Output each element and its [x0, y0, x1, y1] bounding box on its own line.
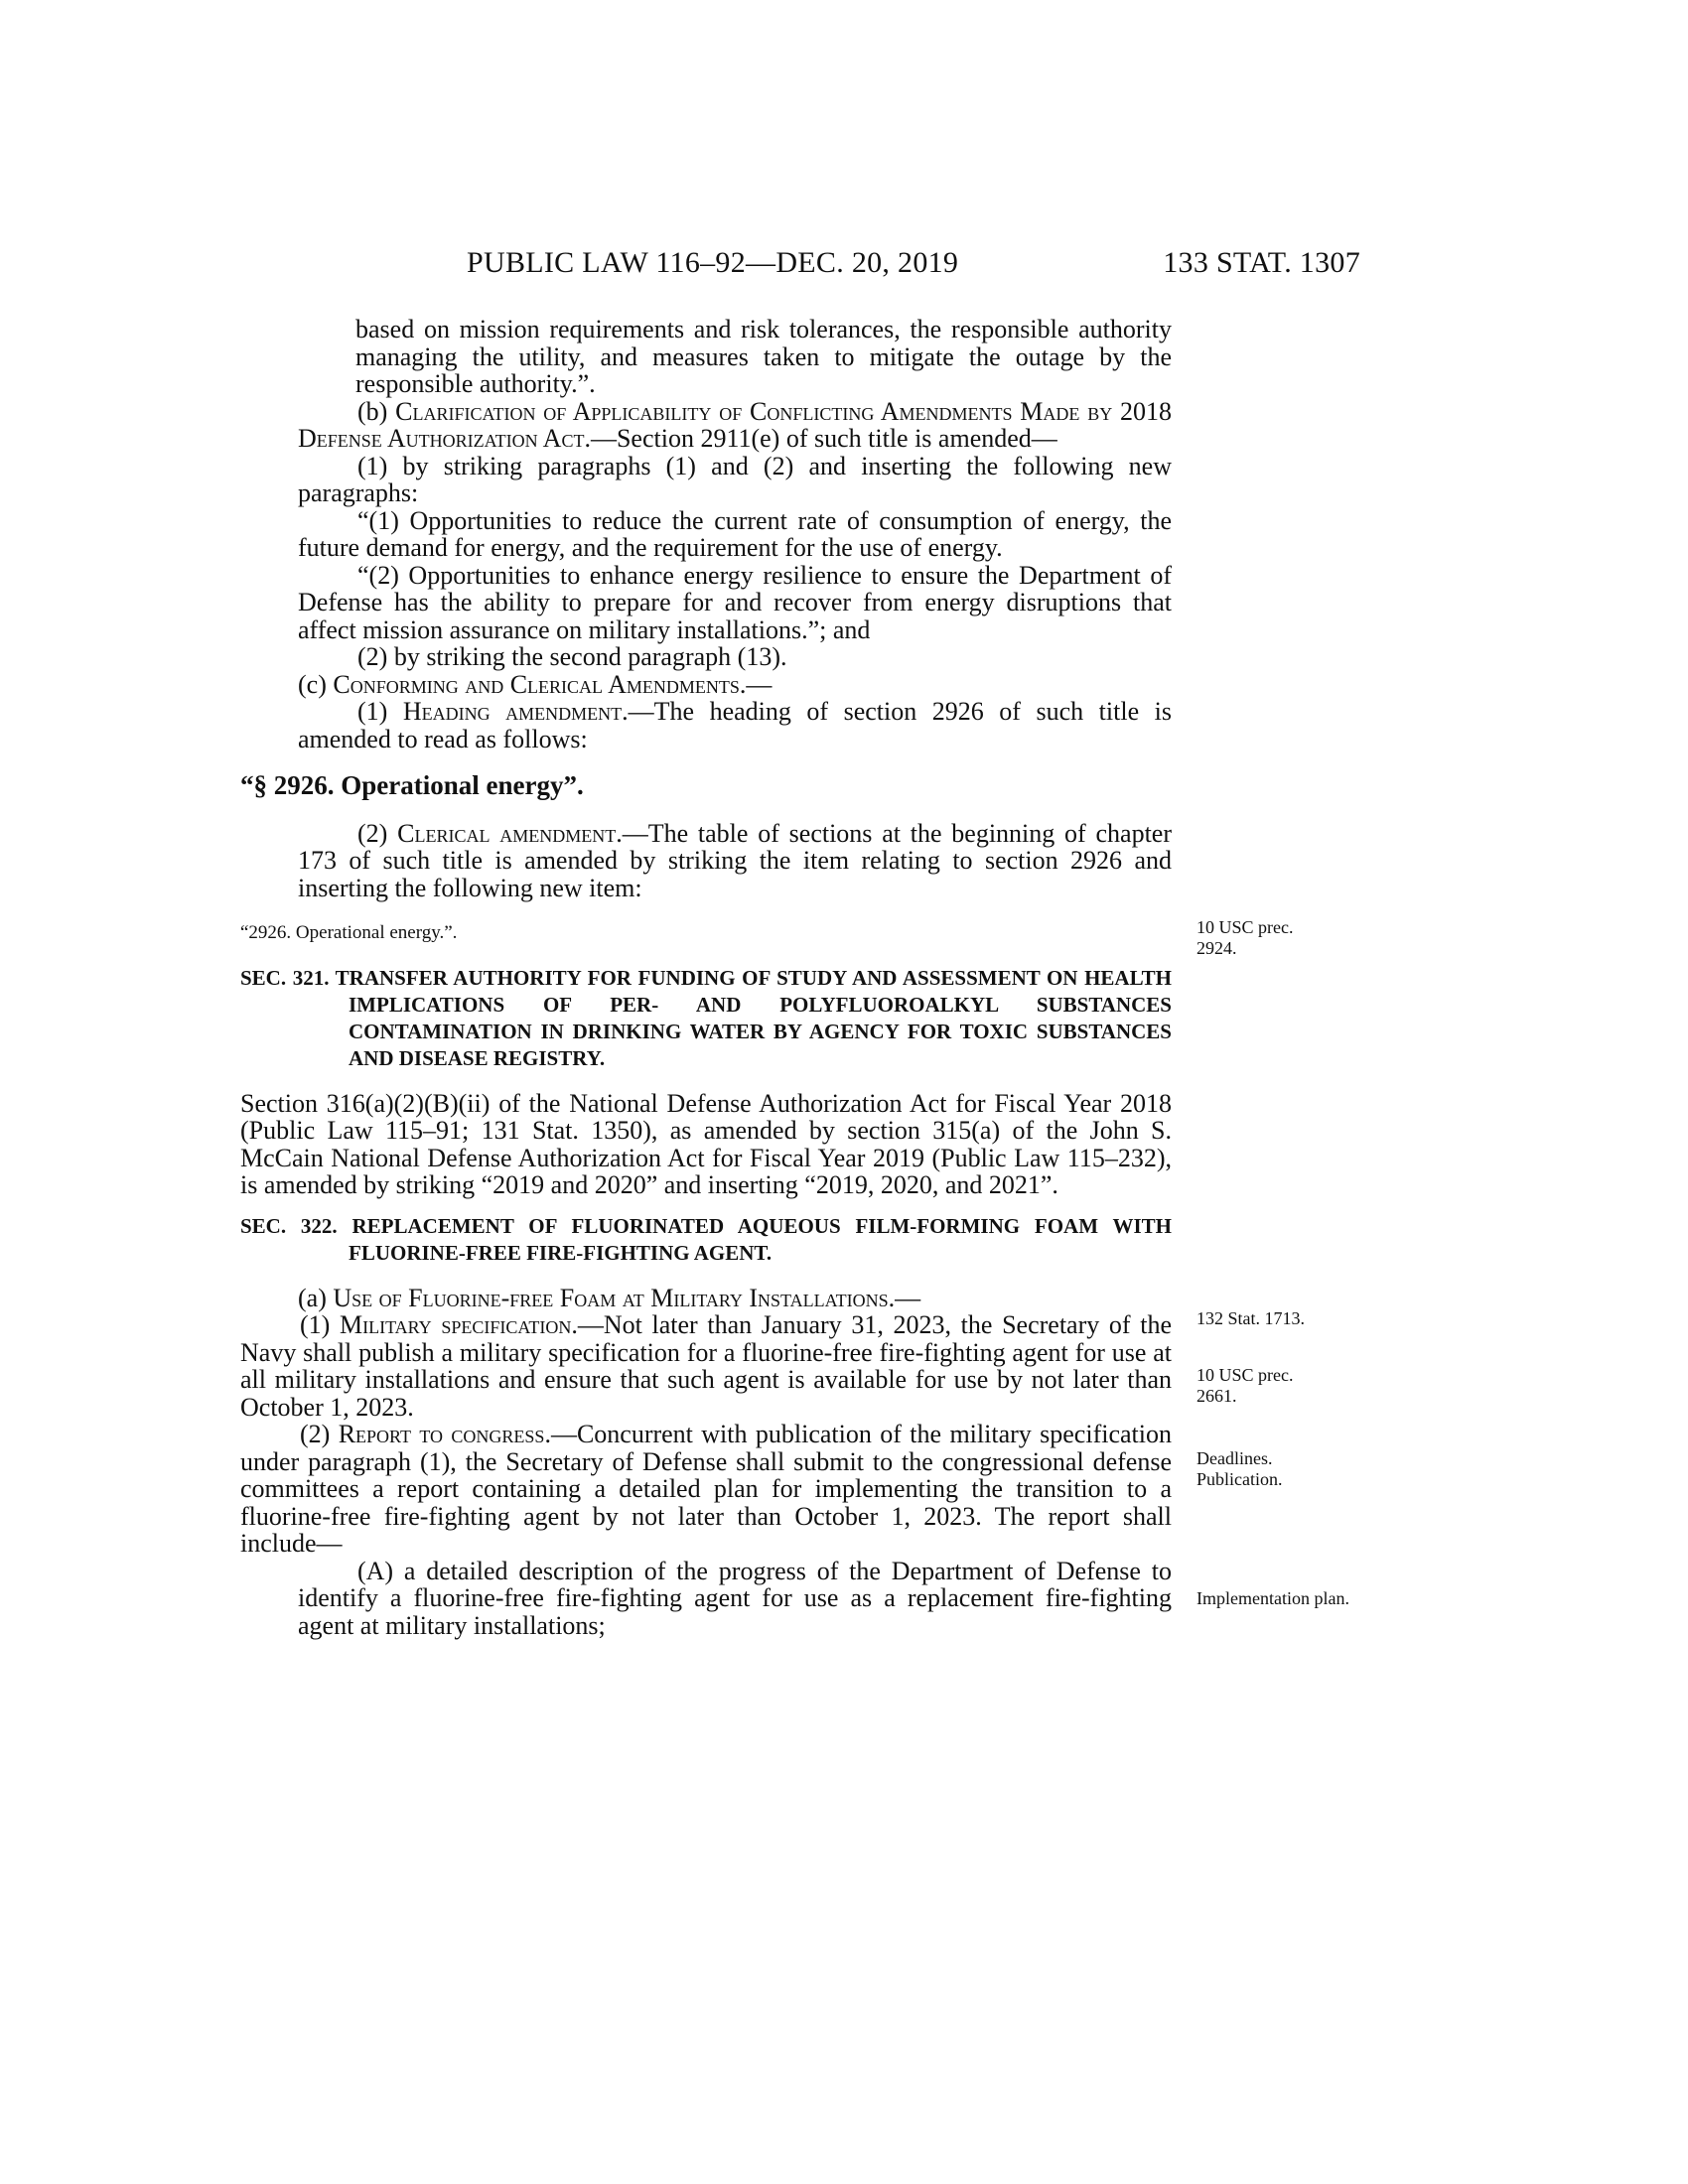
- section-321-heading: [240, 965, 1172, 1072]
- document-body: [240, 315, 1173, 1640]
- margin-note: 132 Stat. 1713.: [1196, 1308, 1306, 1328]
- paragraph: (a) Use of Fluorine-free Foam at Military Installations.—: [298, 1283, 921, 1312]
- paragraph-heading: Heading amendment: [402, 697, 623, 726]
- paragraph-heading: Report to congress: [338, 1420, 545, 1448]
- table-item: “2926. Operational energy.”.: [240, 922, 458, 943]
- paragraph: (A) a detailed description of the progress of the Department of Defense to identify a fluorine-free fire-fighting agent for use as a replacement fire-fighting agent at military installations;: [298, 1556, 1172, 1640]
- section-number: SEC. 321.: [240, 965, 330, 990]
- paragraph: based on mission requirements and risk tolerances, the responsible authority managing the utility, and measures taken to mitigate the outage by the responsible authority.”.: [355, 315, 1172, 398]
- page-header: [467, 246, 1360, 296]
- paragraph: (1) Heading amendment.—The heading of section 2926 of such title is amended to read as follows:: [298, 697, 1172, 753]
- paragraph: (2) by striking the second paragraph (13).: [357, 642, 787, 671]
- subsection-heading: Conforming and Clerical Amendments: [333, 669, 740, 699]
- paragraph-heading: Clerical amendment: [397, 818, 617, 848]
- margin-note: Deadlines. Publication.: [1196, 1448, 1283, 1489]
- statute-page-number: 133 STAT. 1307: [1163, 246, 1360, 279]
- section-title: TRANSFER AUTHORITY FOR FUNDING OF STUDY AND ASSESSMENT ON HEALTH IMPLICATIONS OF PER- AND POLYFLUOROALKYL SUBSTANCES CONTAMINATION IN DRINKING WATER BY AGENCY FOR TOXIC SUBSTANCES AND DISEASE REGISTRY.: [335, 965, 1172, 1070]
- paragraph-heading: Military specification: [339, 1310, 572, 1339]
- subsection-heading: Use of Fluorine-free Foam at Military Installations: [333, 1283, 889, 1312]
- margin-note: 10 USC prec. 2661.: [1196, 1365, 1294, 1406]
- public-law-citation: PUBLIC LAW 116–92—DEC. 20, 2019: [467, 246, 959, 279]
- paragraph: (2) Report to congress.—Concurrent with publication of the military specification under paragraph (1), the Secretary of Defense shall submit to the congressional defense committees a report containing a detailed plan for implementing the transition to a fluorine-free fire-fighting agent by not later than October 1, 2023. The report shall include—: [240, 1420, 1172, 1558]
- paragraph: (b) Clarification of Applicability of Conflicting Amendments Made by 2018 Defense Authorization Act.—Section 2911(e) of such title is amended—: [298, 396, 1172, 453]
- subsection-heading: Clarification of Applicability of Conflicting Amendments Made by 2018 Defense Authorization Act: [298, 396, 1172, 453]
- section-heading-2926: “§ 2926. Operational energy”.: [240, 770, 584, 800]
- paragraph: (1) by striking paragraphs (1) and (2) and inserting the following new paragraphs:: [298, 451, 1172, 507]
- section-title: REPLACEMENT OF FLUORINATED AQUEOUS FILM-FORMING FOAM WITH FLUORINE-FREE FIRE-FIGHTING AGENT.: [349, 1213, 1172, 1265]
- quoted-paragraph: “(1) Opportunities to reduce the current rate of consumption of energy, the future demand for energy, and the requirement for the use of energy.: [298, 505, 1172, 562]
- quoted-paragraph: “(2) Opportunities to enhance energy resilience to ensure the Department of Defense has the ability to prepare for and recover from energy disruptions that affect mission assurance on military installations.”; and: [298, 560, 1172, 644]
- paragraph: Section 316(a)(2)(B)(ii) of the National Defense Authorization Act for Fiscal Year 2018 (Public Law 115–91; 131 Stat. 1350), as amended by section 315(a) of the John S. McCain National Defense Authorization Act for Fiscal Year 2019 (Public Law 115–232), is amended by striking “2019 and 2020” and inserting “2019, 2020, and 2021”.: [240, 1088, 1172, 1199]
- paragraph: (2) Clerical amendment.—The table of sections at the beginning of chapter 173 of such title is amended by striking the item relating to section 2926 and inserting the following new item:: [298, 818, 1173, 902]
- paragraph: (1) Military specification.—Not later than January 31, 2023, the Secretary of the Navy shall publish a military specification for a fluorine-free fire-fighting agent for use at all military installations and ensure that such agent is available for use by not later than October 1, 2023.: [240, 1310, 1172, 1422]
- paragraph: (c) Conforming and Clerical Amendments.—: [298, 669, 773, 699]
- section-number: SEC. 322.: [240, 1213, 338, 1238]
- margin-note: 10 USC prec. 2924.: [1196, 917, 1294, 958]
- margin-note: Implementation plan.: [1196, 1588, 1349, 1608]
- section-322-heading: [240, 1213, 1172, 1267]
